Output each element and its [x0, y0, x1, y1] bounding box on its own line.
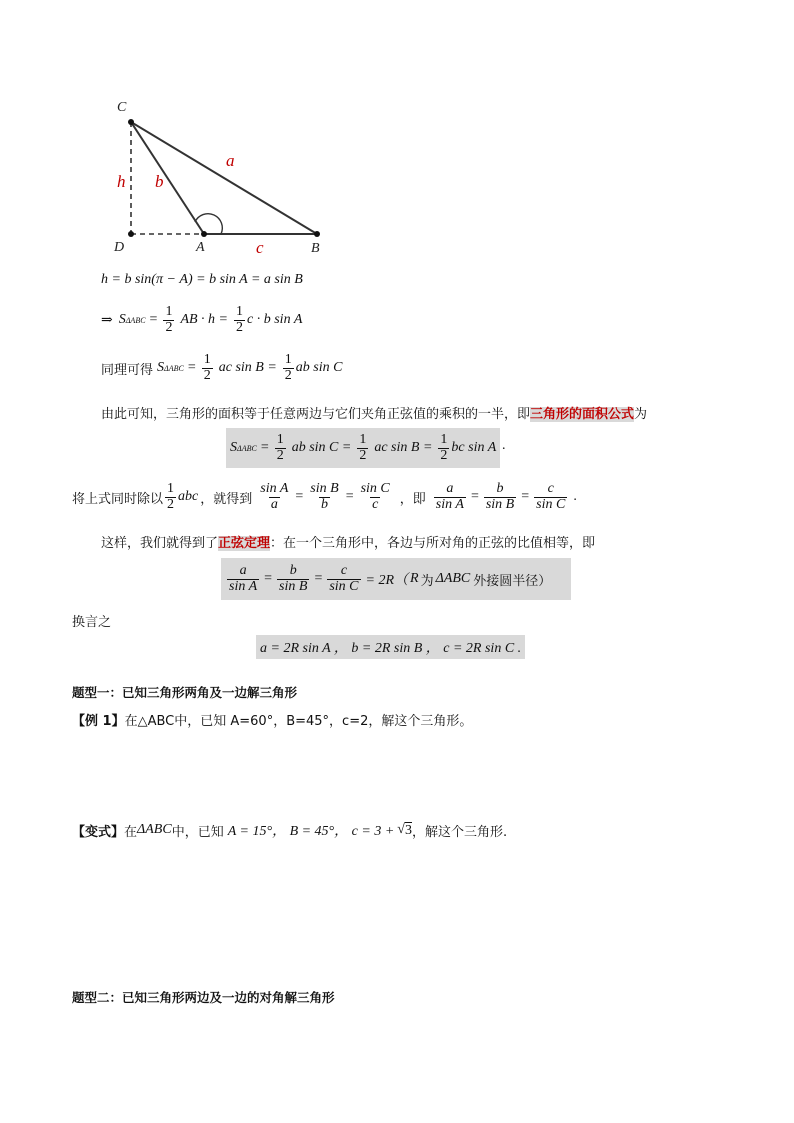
- variant-before: 在: [124, 824, 138, 840]
- denominator: 2: [276, 447, 284, 463]
- area-sub: ΔABC: [237, 443, 257, 453]
- area-same-reason: [101, 353, 342, 383]
- sqrt-radicand: 3: [404, 822, 412, 838]
- para1-text: 由此可知，三角形的面积等于任意两边与它们夹角正弦值的乘积的一半，即: [101, 407, 531, 422]
- equals-2: =: [345, 489, 354, 505]
- denominator: 2: [284, 367, 292, 383]
- equals-1: =: [264, 571, 273, 586]
- ratio-c-sinC: [534, 482, 567, 512]
- area-conclusion-paragraph: [101, 403, 647, 422]
- ratio-sinC-c: [359, 482, 392, 512]
- denominator: sin A: [435, 496, 464, 512]
- para3-before: 这样，我们就得到了: [101, 536, 219, 551]
- denominator: 2: [203, 367, 211, 383]
- sqrt-symbol: √: [397, 822, 405, 837]
- para2-before: 将上式同时除以: [72, 491, 164, 507]
- triangle-symbol: ΔABC: [137, 822, 172, 837]
- note-tail: 外接圆半径）: [473, 573, 552, 589]
- para2-ji: ，即: [399, 491, 426, 507]
- example-tag: 【例 1】: [72, 714, 125, 729]
- denominator: sin A: [229, 578, 258, 594]
- equals-4: =: [521, 489, 530, 505]
- equals-1: =: [295, 489, 304, 505]
- numerator: 1: [359, 431, 367, 447]
- angle-arc: [195, 214, 222, 234]
- numerator: sin C: [360, 481, 390, 496]
- point-c: [128, 119, 134, 125]
- variant-problem: [72, 820, 507, 840]
- term-2: ac sin B =: [374, 440, 433, 455]
- numerator: 1: [236, 304, 244, 319]
- ratio-a: [227, 564, 259, 594]
- divide-paragraph: [72, 482, 577, 512]
- denominator: 2: [165, 319, 173, 335]
- area-s: S: [230, 440, 237, 455]
- point-a: [201, 231, 207, 237]
- prefix-text: 同理可得: [101, 362, 154, 378]
- area-formula-highlight: 三角形的面积公式: [530, 407, 635, 422]
- para1-after: 为: [634, 407, 648, 422]
- area-s: S: [118, 312, 126, 328]
- denominator: sin C: [536, 496, 566, 512]
- r-symbol: R: [410, 571, 419, 586]
- equals: =: [149, 312, 158, 328]
- triangle-symbol: ΔABC: [435, 571, 471, 586]
- area-s: S: [157, 360, 165, 376]
- sine-law-intro-paragraph: [101, 532, 595, 551]
- period: .: [573, 489, 577, 505]
- sine-law-variant-box: a = 2R sin A ， b = 2R sin B ， c = 2R sin C .: [256, 635, 525, 659]
- numerator: 1: [167, 481, 175, 496]
- numerator: c: [340, 562, 348, 578]
- fraction-half-3: [438, 433, 449, 463]
- variant-tag: 【变式】: [72, 824, 125, 840]
- abc-term: abc: [178, 489, 199, 505]
- area-sub: ΔABC: [164, 363, 184, 373]
- denominator: c: [372, 496, 379, 512]
- denominator: 2: [359, 447, 367, 463]
- para3-after: ：在一个三角形中，各边与所对角的正弦的比值相等，即: [270, 536, 596, 551]
- ratio-b: [277, 564, 309, 594]
- term-3: bc sin A: [451, 440, 497, 455]
- label-b-side: b: [155, 172, 164, 191]
- term-1: ab sin C =: [291, 440, 352, 455]
- variant-after: ，解这个三角形.: [411, 824, 508, 840]
- example-1: [72, 710, 472, 729]
- fraction-half: [202, 353, 213, 383]
- numerator: 1: [276, 431, 284, 447]
- type-2-heading: 题型二：已知三角形两边及一边的对角解三角形: [72, 990, 335, 1005]
- ratio-b-sinB: [484, 482, 516, 512]
- ratio-c: [327, 564, 360, 594]
- numerator: 1: [440, 431, 448, 447]
- fraction-half-2: [234, 305, 245, 335]
- label-b-vertex: B: [311, 241, 320, 256]
- point-b: [314, 231, 320, 237]
- denominator: 2: [167, 496, 175, 512]
- variant-mid: 中，已知: [171, 824, 224, 840]
- sine-law-box: [221, 558, 571, 600]
- sine-law-highlight: 正弦定理: [218, 536, 271, 551]
- ratio-a-sinA: [434, 482, 466, 512]
- area-formula-box: [226, 428, 500, 468]
- numerator: b: [289, 562, 297, 578]
- label-h: h: [117, 172, 126, 191]
- area-formula-period: .: [502, 438, 506, 453]
- numerator: 1: [165, 304, 173, 319]
- denominator: 2: [440, 447, 448, 463]
- rhs-2r: = 2R（: [365, 573, 409, 588]
- area-sub: ΔABC: [125, 315, 146, 325]
- side-b-line: [131, 122, 204, 234]
- height-equation: h = b sin(π − A) = b sin A = a sin B: [101, 272, 303, 287]
- numerator: a: [446, 481, 454, 496]
- label-d: D: [114, 240, 125, 255]
- type-1-heading: 题型一：已知三角形两角及一边解三角形: [72, 685, 298, 700]
- denominator: sin B: [279, 578, 308, 594]
- label-a-side: a: [226, 151, 235, 170]
- para2-mid: ，就得到: [200, 491, 253, 507]
- numerator: sin B: [310, 481, 339, 496]
- label-a-vertex: A: [196, 240, 205, 255]
- eq3-tail: ab sin C: [295, 360, 343, 376]
- example-text: 在△ABC中，已知 A=60°，B=45°，c=2，解这个三角形。: [124, 714, 473, 729]
- area-derivation: [101, 305, 302, 335]
- equals: =: [260, 440, 269, 455]
- ratio-sinB-b: [308, 482, 340, 512]
- ratio-sinA-a: [258, 482, 290, 512]
- eq2-tail: c · b sin A: [247, 312, 303, 328]
- numerator: 1: [203, 352, 211, 367]
- in-other-words-text: 换言之: [72, 615, 112, 630]
- numerator: a: [239, 562, 247, 578]
- fraction-half-2: [357, 433, 368, 463]
- triangle-figure: [100, 95, 340, 260]
- label-c-side: c: [256, 238, 264, 257]
- implies-arrow: ⇒: [101, 312, 113, 328]
- fraction-half: [275, 433, 286, 463]
- fraction-half-2: [283, 353, 294, 383]
- numerator: c: [547, 481, 554, 496]
- equals: =: [187, 360, 196, 376]
- label-c-vertex: C: [117, 100, 127, 115]
- numerator: 1: [284, 352, 292, 367]
- denominator: b: [320, 496, 328, 512]
- numerator: sin A: [260, 481, 289, 496]
- equals-3: =: [470, 489, 479, 505]
- variant-conditions: A = 15°， B = 45°， c = 3 +: [227, 824, 395, 839]
- eq3-mid: ac sin B =: [218, 360, 277, 376]
- fraction-half: [163, 305, 174, 335]
- denominator: 2: [236, 319, 244, 335]
- equals-2: =: [314, 571, 323, 586]
- eq2-mid: AB · h =: [180, 312, 229, 328]
- point-d: [128, 231, 134, 237]
- fraction-half: [165, 482, 176, 512]
- denominator: sin C: [329, 578, 359, 594]
- denominator: sin B: [485, 496, 515, 512]
- numerator: b: [496, 481, 504, 496]
- note-wei: 为: [420, 573, 434, 589]
- denominator: a: [270, 496, 278, 512]
